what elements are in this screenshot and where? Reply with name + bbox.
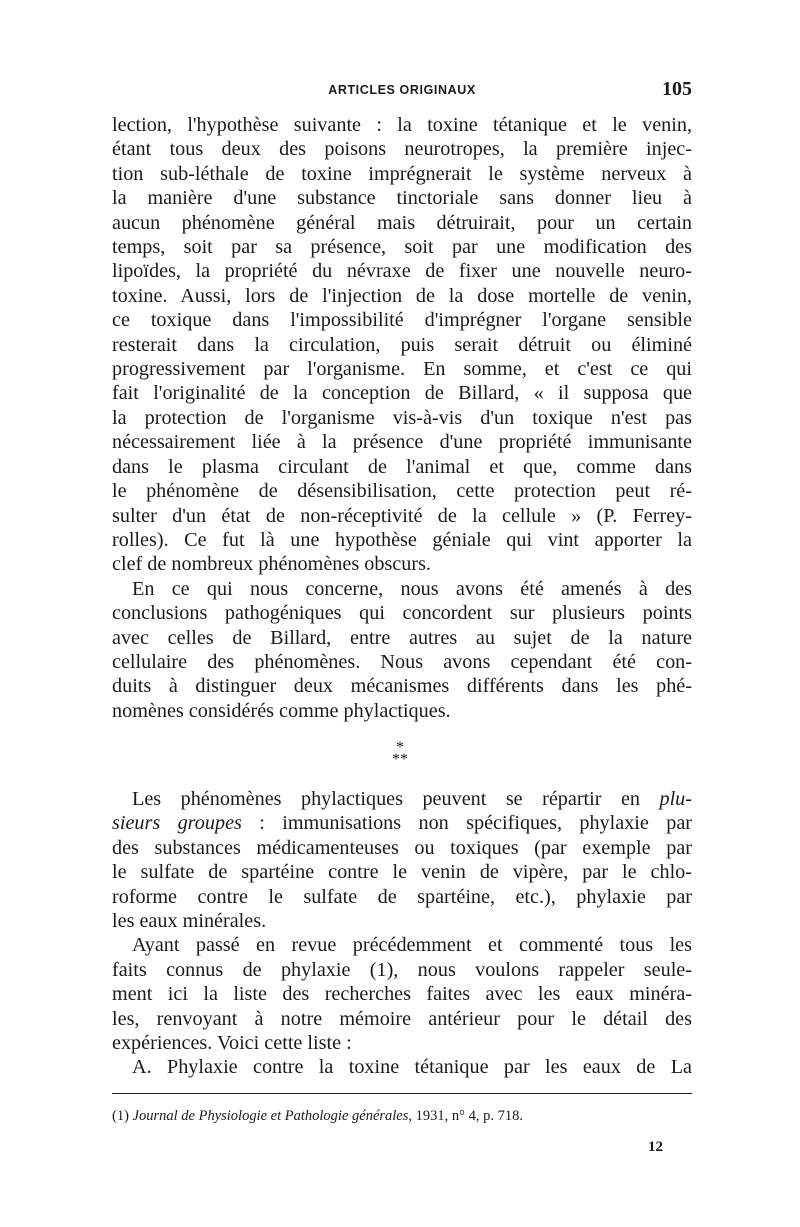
main-text	[112, 113, 692, 723]
footnote-rule	[112, 1093, 692, 1094]
text-line: lection, l'hypothèse suivante : la toxine tétanique et le venin,	[112, 114, 692, 136]
running-head-title: ARTICLES ORIGINAUX	[328, 83, 476, 97]
text-line: tion sub-léthale de toxine imprégnerait le système nerveux à	[112, 162, 692, 185]
text-line: rolles). Ce fut là une hypothèse géniale qui vint apporter la	[112, 528, 692, 551]
text-line: expériences. Voici cette liste :	[112, 1032, 352, 1055]
footnote	[112, 1107, 692, 1125]
text-line: duits à distinguer deux mécanismes différents dans les phé-	[112, 675, 692, 698]
text-line	[112, 787, 692, 811]
text-line: En ce qui nous concerne, nous avons été amenés à des	[132, 577, 692, 600]
text-line: Ayant passé en revue précédemment et commenté tous les	[132, 934, 692, 957]
text-line: étant tous deux des poisons neurotropes, la première injec-	[112, 138, 692, 161]
text-line: aucun phénomène général mais détruirait, pour un certain	[112, 211, 692, 234]
text-line: nécessairement liée à la présence d'une propriété immunisante	[112, 431, 692, 454]
text-line: clef de nombreux phénomènes obscurs.	[112, 553, 431, 576]
footnote-journal-title: Journal de Physiologie et Pathologie générales	[132, 1108, 409, 1124]
text-line: le sulfate de spartéine contre le venin de vipère, par le chlo-	[112, 861, 692, 884]
text-line: des substances médicamenteuses ou toxiques (par exemple par	[112, 836, 692, 859]
text-line: faits connus de phylaxie (1), nous voulons rappeler seule-	[112, 958, 692, 981]
signature-mark: 12	[648, 1139, 663, 1155]
asterism-top: *	[396, 739, 404, 756]
text-line: cellulaire des phénomènes. Nous avons cependant été con-	[112, 650, 692, 673]
text-line: progressivement par l'organisme. En somme, et c'est ce qui	[112, 358, 692, 381]
text-line: le phénomène de désensibilisation, cette protection peut ré-	[112, 480, 692, 503]
text-line: nomènes considérés comme phylactiques.	[112, 699, 451, 722]
section-asterism	[0, 739, 800, 768]
running-header	[112, 78, 692, 102]
text-line: ment ici la liste des recherches faites avec les eaux minéra-	[112, 983, 692, 1006]
italic-text: plu-	[659, 788, 692, 810]
page-number: 105	[662, 78, 692, 100]
text-line: avec celles de Billard, entre autres au sujet de la nature	[112, 626, 692, 649]
text-line: lipoïdes, la propriété du névraxe de fixer une nouvelle neuro-	[112, 260, 692, 283]
asterism-bottom: **	[392, 751, 408, 768]
paragraph-5	[112, 1055, 692, 1079]
text-line	[112, 811, 692, 835]
text-line: la manière d'une substance tinctoriale sans donner lieu à	[112, 187, 692, 210]
text-run: Les phénomènes phylactiques peuvent se répartir en	[132, 788, 660, 810]
text-line: toxine. Aussi, lors de l'injection de la dose mortelle de venin,	[112, 284, 692, 307]
text-line: temps, soit par sa présence, soit par une modification des	[112, 236, 692, 259]
text-line: dans le plasma circulant de l'animal et que, comme dans	[112, 455, 692, 478]
footnote-marker: (1)	[112, 1108, 129, 1124]
footnote-details: , 1931, n° 4, p. 718.	[408, 1108, 523, 1124]
paragraph-3	[112, 787, 692, 933]
main-text-section-2	[112, 787, 692, 1080]
text-line: la protection de l'organisme vis-à-vis d'un toxique n'est pas	[112, 406, 692, 429]
text-line: conclusions pathogéniques qui concordent sur plusieurs points	[112, 602, 692, 625]
paragraph-1	[112, 113, 692, 577]
text-line: ce toxique dans l'impossibilité d'imprégner l'organe sensible	[112, 309, 692, 332]
text-line: A. Phylaxie contre la toxine tétanique par les eaux de La	[132, 1056, 692, 1079]
paragraph-2	[112, 577, 692, 723]
text-line: roforme contre le sulfate de spartéine, etc.), phylaxie par	[112, 885, 692, 908]
text-line: les eaux minérales.	[112, 910, 267, 933]
text-line: resterait dans la circulation, puis serait détruit ou éliminé	[112, 333, 692, 356]
text-line: fait l'originalité de la conception de Billard, « il supposa que	[112, 382, 692, 405]
text-line: sulter d'un état de non-réceptivité de la cellule » (P. Ferrey-	[112, 504, 692, 527]
text-line: les, renvoyant à notre mémoire antérieur pour le détail des	[112, 1007, 692, 1030]
paragraph-4	[112, 933, 692, 1055]
italic-text: sieurs groupes	[112, 812, 242, 835]
text-run: : immunisations non spécifiques, phylaxie par	[241, 812, 693, 835]
